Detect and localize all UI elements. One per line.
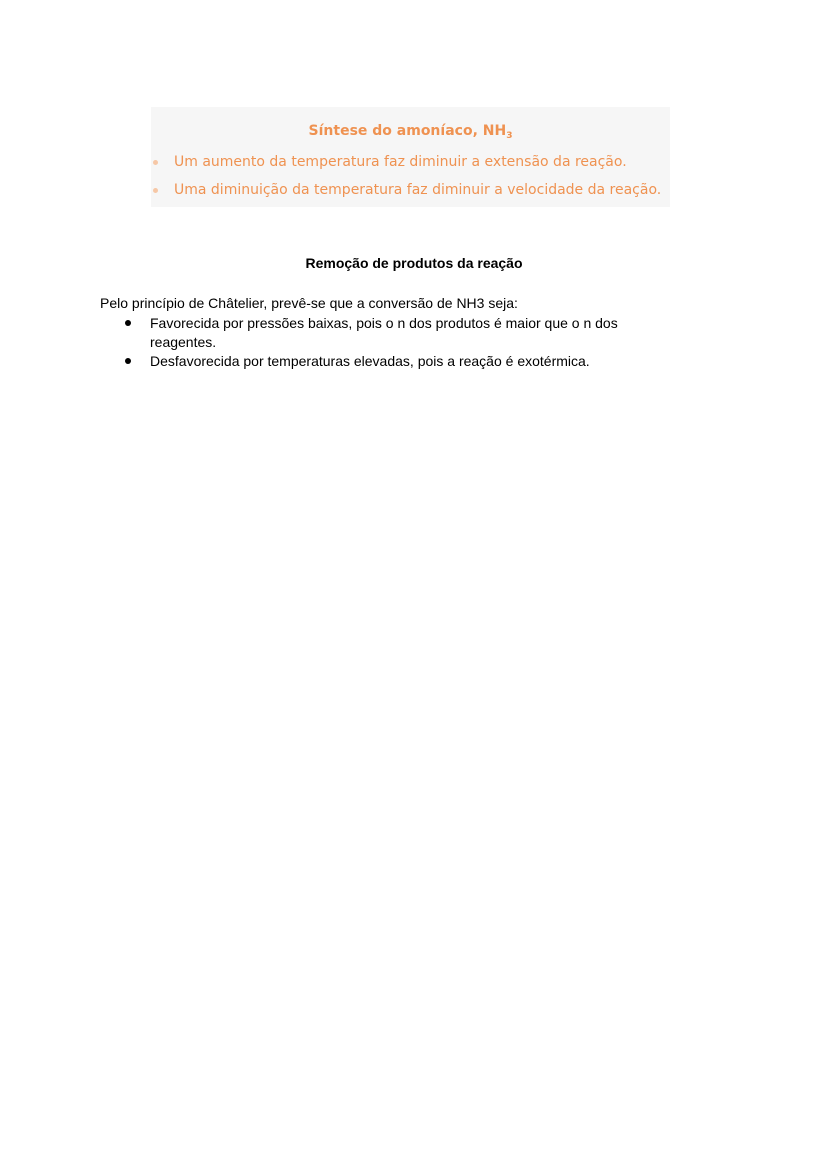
bullet-icon: [125, 320, 131, 326]
callout-title-text: Síntese do amoníaco, NH: [308, 123, 507, 139]
section-heading: Remoção de produtos da reação: [305, 255, 523, 271]
list-item: [0, 352, 828, 371]
callout-list-item: [151, 179, 670, 201]
bullet-icon: [153, 160, 158, 165]
bullet-icon: [125, 358, 131, 364]
bullet-list: [0, 314, 828, 371]
callout-item-text: Um aumento da temperatura faz diminuir a extensão da reação.: [174, 154, 627, 170]
list-item: [0, 314, 828, 352]
reaction-callout-box: [151, 107, 670, 207]
callout-title-subscript: 3: [506, 131, 513, 141]
bullet-icon: [153, 188, 158, 193]
callout-list-item: [151, 151, 670, 173]
intro-paragraph: Pelo princípio de Châtelier, prevê-se que a conversão de NH3 seja:: [100, 295, 518, 311]
list-item-text: Desfavorecida por temperaturas elevadas, pois a reação é exotérmica.: [150, 353, 590, 369]
callout-title: [151, 121, 670, 141]
callout-item-text: Uma diminuição da temperatura faz diminuir a velocidade da reação.: [174, 182, 662, 198]
list-item-text: Favorecida por pressões baixas, pois o n dos produtos é maior que o n dos reagentes.: [150, 315, 618, 350]
